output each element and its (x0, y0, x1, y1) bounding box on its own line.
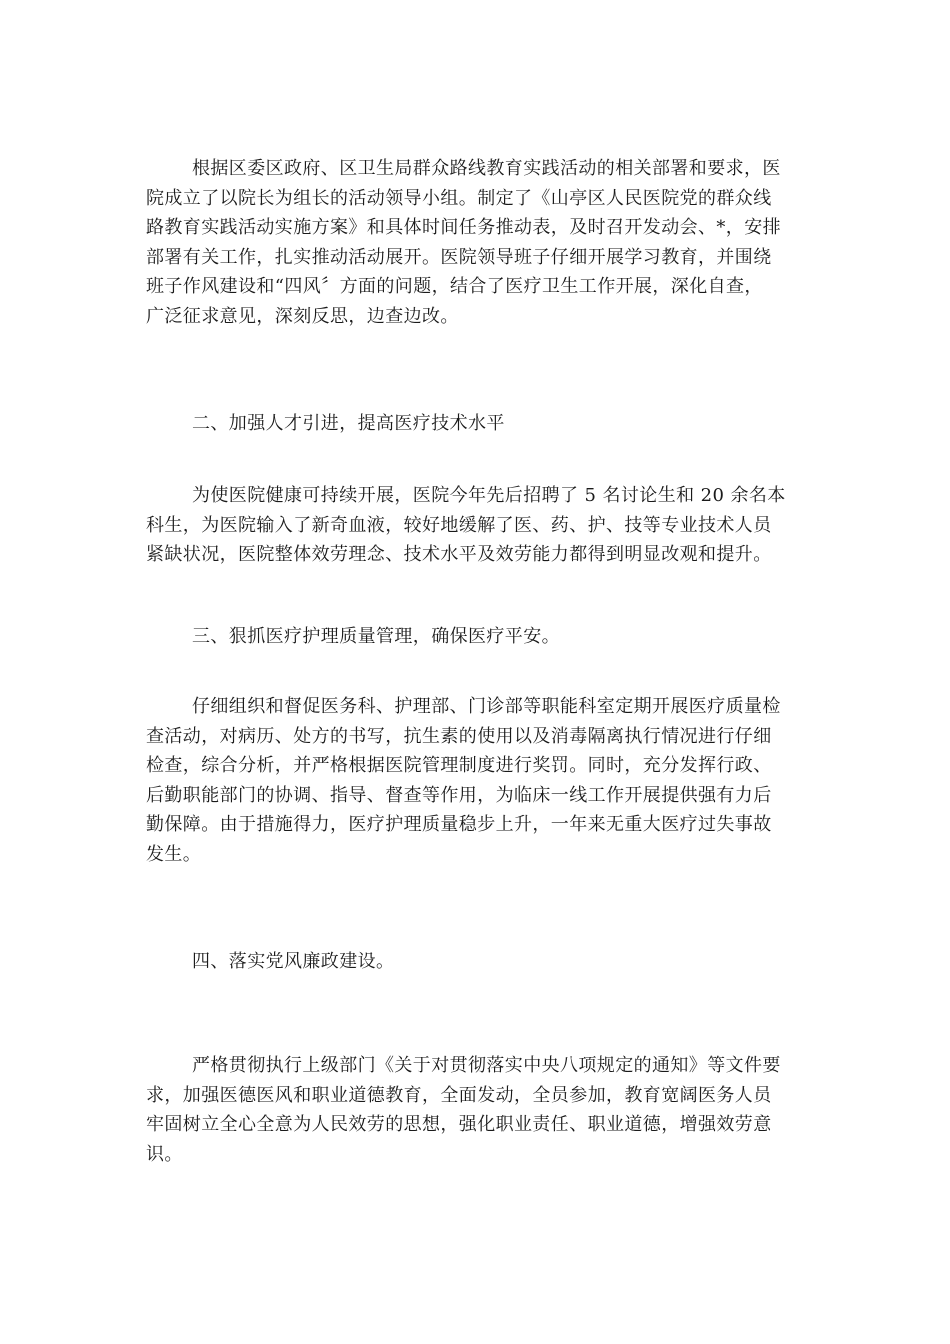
text-line: 勤保障。由于措施得力，医疗护理质量稳步上升，一年来无重大医疗过失事故 (146, 814, 772, 836)
text-line: 查活动，对病历、处方的书写，抗生素的使用以及消毒隔离执行情况进行仔细 (146, 725, 772, 747)
text-line: 科生，为医院输入了新奇血液，较好地缓解了医、药、护、技等专业技术人员 (146, 514, 772, 536)
text-line: 识。 (146, 1143, 183, 1165)
text-line: 求，加强医德医风和职业道德教育，全面发动，全员参加，教育宽阔医务人员 (146, 1084, 772, 1106)
text-line: 为使医院健康可持续开展，医院今年先后招聘了 5 名讨论生和 20 余名本 (192, 485, 786, 506)
paragraph-quality-management (146, 692, 808, 870)
section-heading-talent: 二、加强人才引进，提高医疗技术水平 (192, 413, 505, 434)
text-line: 仔细组织和督促医务科、护理部、门诊部等职能科室定期开展医疗质量检 (192, 696, 781, 717)
section-heading-quality: 三、狠抓医疗护理质量管理，确保医疗平安。 (192, 626, 560, 647)
text-line: 院成立了以院长为组长的活动领导小组。制定了《山亭区人民医院党的群众线 (146, 187, 772, 209)
paragraph-integrity-education (146, 1051, 808, 1169)
text-line: 牢固树立全心全意为人民效劳的思想，强化职业责任、职业道德，增强效劳意 (146, 1114, 772, 1136)
text-line: 班子作风建设和“四风〞方面的问题，结合了医疗卫生工作开展，深化自查， (146, 276, 763, 298)
text-line: 严格贯彻执行上级部门《关于对贯彻落实中央八项规定的通知》等文件要 (192, 1055, 781, 1076)
section-heading-integrity: 四、落实党风廉政建设。 (192, 951, 395, 972)
text-line: 检查，综合分析，并严格根据医院管理制度进行奖罚。同时，充分发挥行政、 (146, 755, 772, 777)
text-line: 根据区委区政府、区卫生局群众路线教育实践活动的相关部署和要求，医 (192, 158, 781, 179)
text-line: 部署有关工作，扎实推动活动展开。医院领导班子仔细开展学习教育，并围绕 (146, 246, 772, 268)
text-line: 广泛征求意见，深刻反思，边查边改。 (146, 305, 459, 327)
paragraph-activity-organization (146, 154, 808, 332)
text-line: 发生。 (146, 843, 202, 865)
text-line: 紧缺状况，医院整体效劳理念、技术水平及效劳能力都得到明显改观和提升。 (146, 544, 772, 566)
paragraph-talent-recruitment (146, 481, 808, 570)
text-line: 路教育实践活动实施方案》和具体时间任务推动表，及时召开发动会、*，安排 (146, 217, 781, 239)
text-line: 后勤职能部门的协调、指导、督查等作用，为临床一线工作开展提供强有力后 (146, 784, 772, 806)
